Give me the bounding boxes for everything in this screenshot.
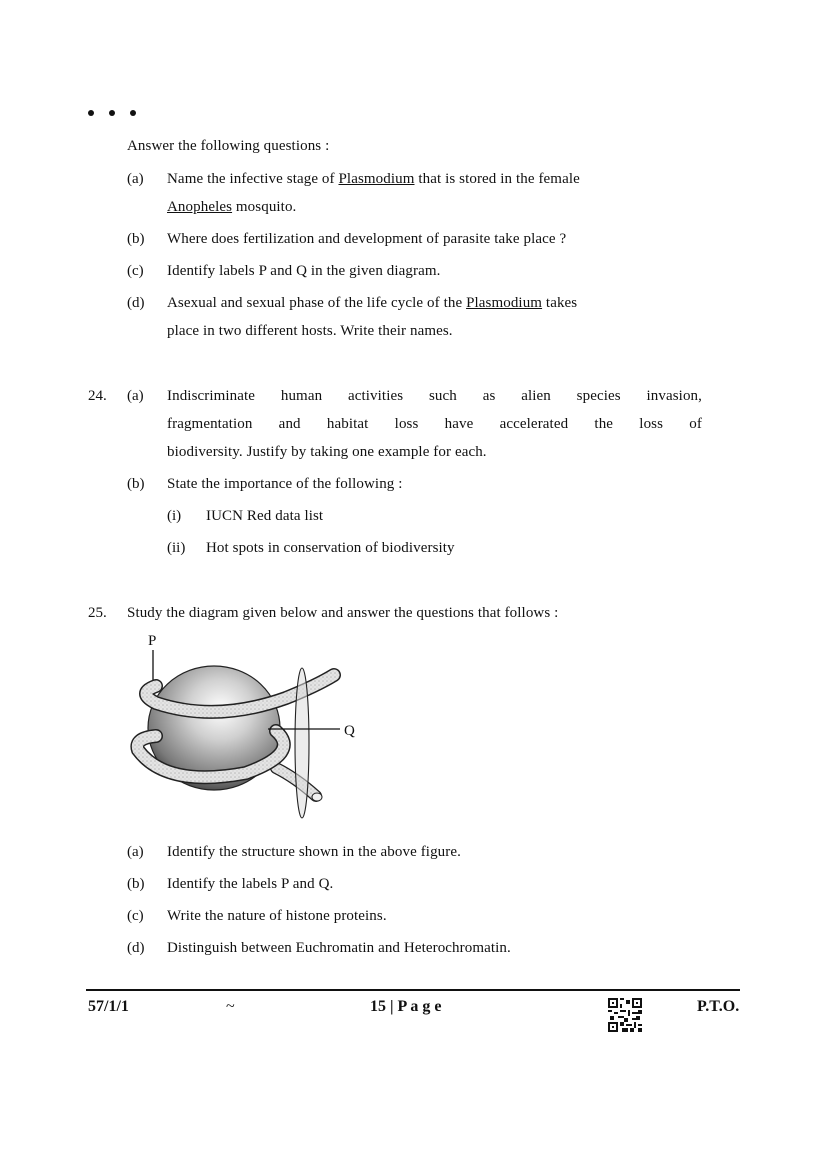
q24-b-i-text: IUCN Red data list <box>206 508 324 524</box>
ellipsis-dots <box>88 110 136 116</box>
bullet-dot-icon <box>130 110 136 116</box>
bullet-dot-icon <box>109 110 115 116</box>
plasmodium-term: Plasmodium <box>338 171 415 187</box>
q25-a-text: Identify the structure shown in the above figure. <box>167 844 461 860</box>
pto-label: P.T.O. <box>697 998 740 1015</box>
q24-a-label: (a) <box>127 388 144 404</box>
paper-code: 57/1/1 <box>88 998 129 1015</box>
plasmodium-term: Plasmodium <box>466 295 543 311</box>
q23-a-line1: Name the infective stage of Plasmodium that is stored in the female <box>167 171 580 187</box>
q23-d-line2: place in two different hosts. Write their names. <box>167 323 453 339</box>
q23-d-label: (d) <box>127 295 145 311</box>
q23-a-label: (a) <box>127 171 144 187</box>
q23-b-label: (b) <box>127 231 145 247</box>
q25-b-text: Identify the labels P and Q. <box>167 876 334 892</box>
q24-b-text: State the importance of the following : <box>167 476 403 492</box>
q25-number: 25. <box>88 605 107 621</box>
q25-intro: Study the diagram given below and answer the questions that follows : <box>127 605 559 621</box>
bullet-dot-icon <box>88 110 94 116</box>
q23-c-text: Identify labels P and Q in the given diagram. <box>167 263 441 279</box>
footer-tilde: ~ <box>226 998 235 1015</box>
page-number: 15 | P a g e <box>370 998 442 1015</box>
nucleosome-icon <box>126 628 366 828</box>
svg-text:P: P <box>148 633 157 649</box>
q23-intro: Answer the following questions : <box>127 138 330 154</box>
q23-b-text: Where does fertilization and development of parasite take place ? <box>167 231 567 247</box>
q24-b-i-label: (i) <box>167 508 182 524</box>
footer-divider <box>86 989 740 991</box>
q25-b-label: (b) <box>127 876 145 892</box>
q23-c-label: (c) <box>127 263 144 279</box>
anopheles-term: Anopheles <box>167 199 233 215</box>
q25-d-text: Distinguish between Euchromatin and Heterochromatin. <box>167 940 511 956</box>
q24-number: 24. <box>88 388 107 404</box>
q25-c-text: Write the nature of histone proteins. <box>167 908 387 924</box>
q23-d-line1: Asexual and sexual phase of the life cycle of the Plasmodium takes <box>167 295 578 311</box>
q24-b-ii-label: (ii) <box>167 540 186 556</box>
q25-d-label: (d) <box>127 940 145 956</box>
q25-c-label: (c) <box>127 908 144 924</box>
q23-a-line2: Anopheles mosquito. <box>167 199 297 215</box>
q24-a-line1: Indiscriminate human activities such as alien species invasion, <box>167 388 702 404</box>
svg-text:Q: Q <box>344 723 355 739</box>
q24-b-ii-text: Hot spots in conservation of biodiversity <box>206 540 455 556</box>
qr-code-icon <box>608 998 642 1032</box>
q24-a-line2: fragmentation and habitat loss have accelerated the loss of <box>167 416 702 432</box>
q25-a-label: (a) <box>127 844 144 860</box>
nucleosome-diagram <box>126 628 366 828</box>
q24-a-line3: biodiversity. Justify by taking one example for each. <box>167 444 487 460</box>
q24-b-label: (b) <box>127 476 145 492</box>
